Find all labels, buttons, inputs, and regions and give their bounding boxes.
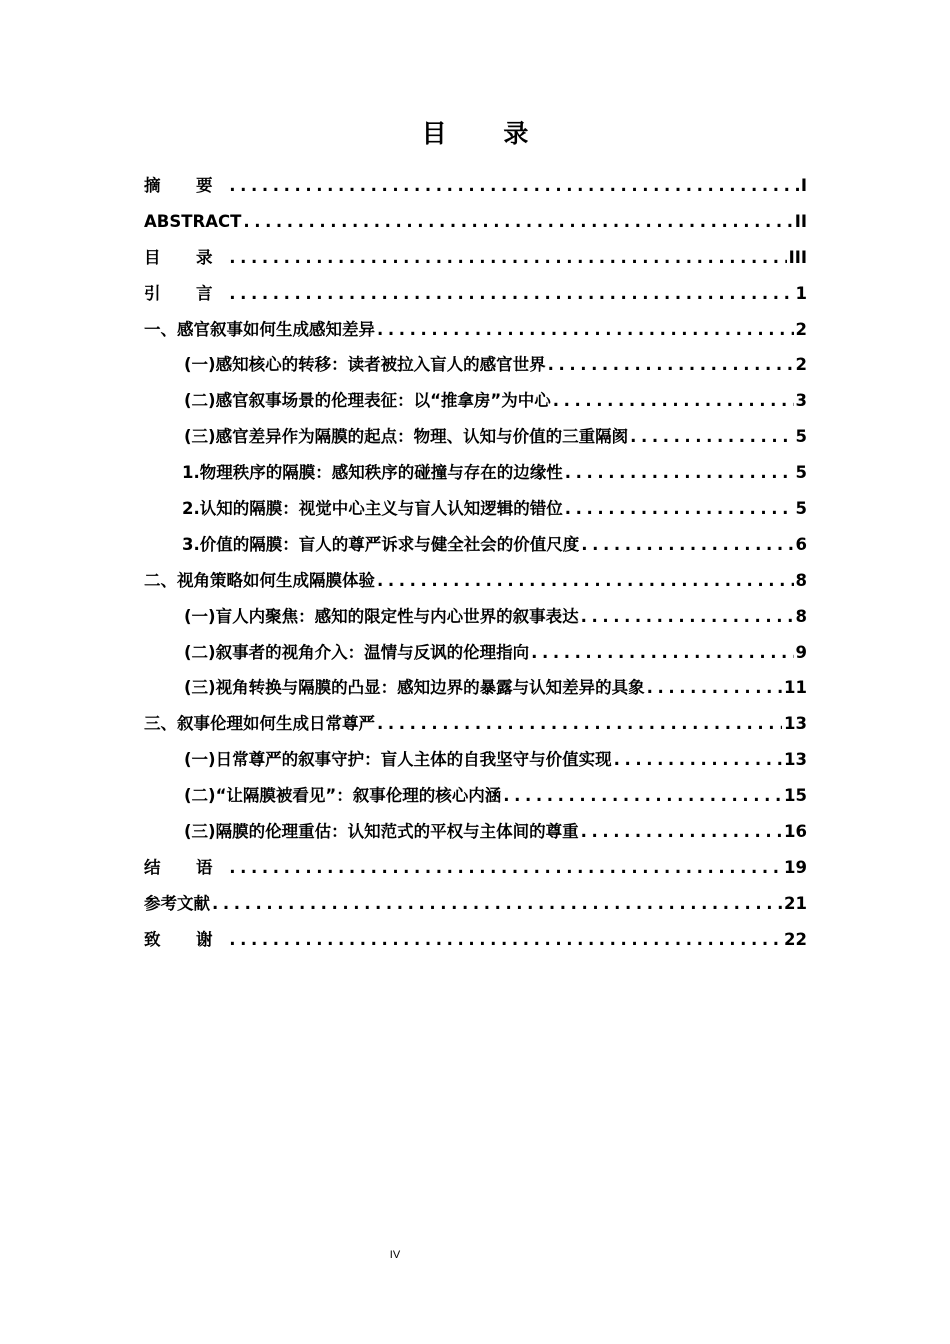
- toc-entry-label: 引 言: [144, 283, 228, 303]
- toc-leader-dots: [503, 778, 782, 814]
- toc-entry-label: 1.物理秩序的隔膜：感知秩序的碰撞与存在的边缘性: [182, 463, 563, 483]
- toc-entry-page: 1: [795, 283, 807, 303]
- toc-leader-dots: [553, 383, 794, 419]
- toc-entry-section-2-3[interactable]: [144, 670, 807, 706]
- toc-leader-dots: [565, 491, 794, 527]
- toc-entry-conclusion[interactable]: [144, 850, 807, 886]
- toc-leader-dots: [531, 635, 793, 671]
- toc-leader-dots: [229, 240, 786, 276]
- toc-entry-subsection-1-3-3[interactable]: [144, 527, 807, 563]
- toc-entry-label: ABSTRACT: [144, 211, 242, 231]
- toc-leader-dots: [565, 455, 794, 491]
- toc-entry-section-1-1[interactable]: [144, 347, 807, 383]
- toc-entry-label: (一)盲人内聚焦：感知的限定性与内心世界的叙事表达: [184, 606, 579, 626]
- toc-entry-label: (二)“让隔膜被看见”：叙事伦理的核心内涵: [184, 786, 502, 806]
- toc-entry-label: (三)视角转换与隔膜的凸显：感知边界的暴露与认知差异的具象: [184, 678, 645, 698]
- toc-entry-page: 16: [784, 822, 807, 842]
- toc-leader-dots: [630, 419, 793, 455]
- toc-entry-label: 致 谢: [144, 929, 228, 949]
- toc-entry-label: (二)叙事者的视角介入：温情与反讽的伦理指向: [184, 642, 530, 662]
- toc-entry-label: (一)日常尊严的叙事守护：盲人主体的自我坚守与价值实现: [184, 750, 612, 770]
- toc-entry-section-3-3[interactable]: [144, 814, 807, 850]
- toc-list: [144, 168, 807, 958]
- toc-entry-page: II: [794, 211, 807, 231]
- toc-entry-abstract-en[interactable]: [144, 204, 807, 240]
- toc-entry-subsection-1-3-1[interactable]: [144, 455, 807, 491]
- toc-entry-section-1-2[interactable]: [144, 383, 807, 419]
- toc-entry-page: 13: [784, 714, 807, 734]
- toc-entry-page: 13: [784, 750, 807, 770]
- toc-leader-dots: [548, 347, 794, 383]
- toc-leader-dots: [229, 168, 799, 204]
- toc-leader-dots: [377, 563, 794, 599]
- toc-entry-page: 5: [795, 499, 807, 519]
- toc-entry-label: 三、叙事伦理如何生成日常尊严: [144, 714, 375, 734]
- toc-entry-page: 21: [784, 893, 807, 913]
- toc-entry-section-3-2[interactable]: [144, 778, 807, 814]
- toc-entry-page: 22: [784, 929, 807, 949]
- toc-entry-section-1-3[interactable]: [144, 419, 807, 455]
- toc-leader-dots: [229, 276, 793, 312]
- toc-entry-page: 2: [795, 319, 807, 339]
- toc-leader-dots: [377, 706, 782, 742]
- toc-entry-subsection-1-3-2[interactable]: [144, 491, 807, 527]
- toc-entry-page: 8: [795, 606, 807, 626]
- toc-entry-contents[interactable]: [144, 240, 807, 276]
- toc-entry-label: 一、感官叙事如何生成感知差异: [144, 319, 375, 339]
- toc-entry-label: 目 录: [144, 247, 228, 267]
- toc-entry-label: (一)感知核心的转移：读者被拉入盲人的感官世界: [184, 355, 546, 375]
- toc-leader-dots: [229, 850, 782, 886]
- toc-entry-page: 15: [784, 786, 807, 806]
- toc-entry-section-2-2[interactable]: [144, 635, 807, 671]
- toc-entry-label: (二)感官叙事场景的伦理表征：以“推拿房”为中心: [184, 391, 551, 411]
- toc-entry-page: 9: [795, 642, 807, 662]
- toc-leader-dots: [614, 742, 782, 778]
- toc-entry-label: (三)感官差异作为隔膜的起点：物理、认知与价值的三重隔阂: [184, 427, 629, 447]
- toc-leader-dots: [229, 922, 782, 958]
- toc-entry-section-2-1[interactable]: [144, 599, 807, 635]
- toc-entry-page: 5: [795, 427, 807, 447]
- toc-entry-page: I: [800, 176, 807, 195]
- toc-entry-label: 3.价值的隔膜：盲人的尊严诉求与健全社会的价值尺度: [182, 534, 580, 554]
- toc-entry-chapter-1[interactable]: [144, 312, 807, 348]
- toc-entry-page: 11: [784, 678, 807, 698]
- toc-entry-label: (三)隔膜的伦理重估：认知范式的平权与主体间的尊重: [184, 822, 579, 842]
- toc-entry-references[interactable]: [144, 886, 807, 922]
- toc-leader-dots: [243, 204, 792, 240]
- toc-leader-dots: [212, 886, 782, 922]
- toc-entry-page: 2: [795, 355, 807, 375]
- toc-entry-page: 6: [795, 534, 807, 554]
- toc-title: 目 录: [421, 119, 553, 148]
- toc-leader-dots: [581, 527, 793, 563]
- toc-entry-label: 参考文献: [144, 893, 210, 913]
- toc-entry-abstract-cn[interactable]: [144, 168, 807, 204]
- toc-entry-introduction[interactable]: [144, 276, 807, 312]
- toc-entry-label: 摘 要: [144, 176, 228, 195]
- toc-entry-section-3-1[interactable]: [144, 742, 807, 778]
- toc-leader-dots: [581, 814, 782, 850]
- toc-entry-label: 结 语: [144, 857, 228, 877]
- toc-entry-chapter-3[interactable]: [144, 706, 807, 742]
- toc-entry-acknowledgements[interactable]: [144, 922, 807, 958]
- toc-entry-page: 5: [795, 463, 807, 483]
- toc-entry-page: 8: [795, 570, 807, 590]
- toc-leader-dots: [377, 312, 794, 348]
- toc-entry-page: III: [788, 247, 807, 267]
- toc-leader-dots: [581, 599, 794, 635]
- toc-entry-page: 19: [784, 857, 807, 877]
- toc-entry-label: 2.认知的隔膜：视觉中心主义与盲人认知逻辑的错位: [182, 499, 563, 519]
- toc-entry-label: 二、视角策略如何生成隔膜体验: [144, 570, 375, 590]
- footer-page-number: IV: [389, 1249, 401, 1261]
- toc-entry-chapter-2[interactable]: [144, 563, 807, 599]
- toc-leader-dots: [647, 670, 782, 706]
- toc-entry-page: 3: [795, 391, 807, 411]
